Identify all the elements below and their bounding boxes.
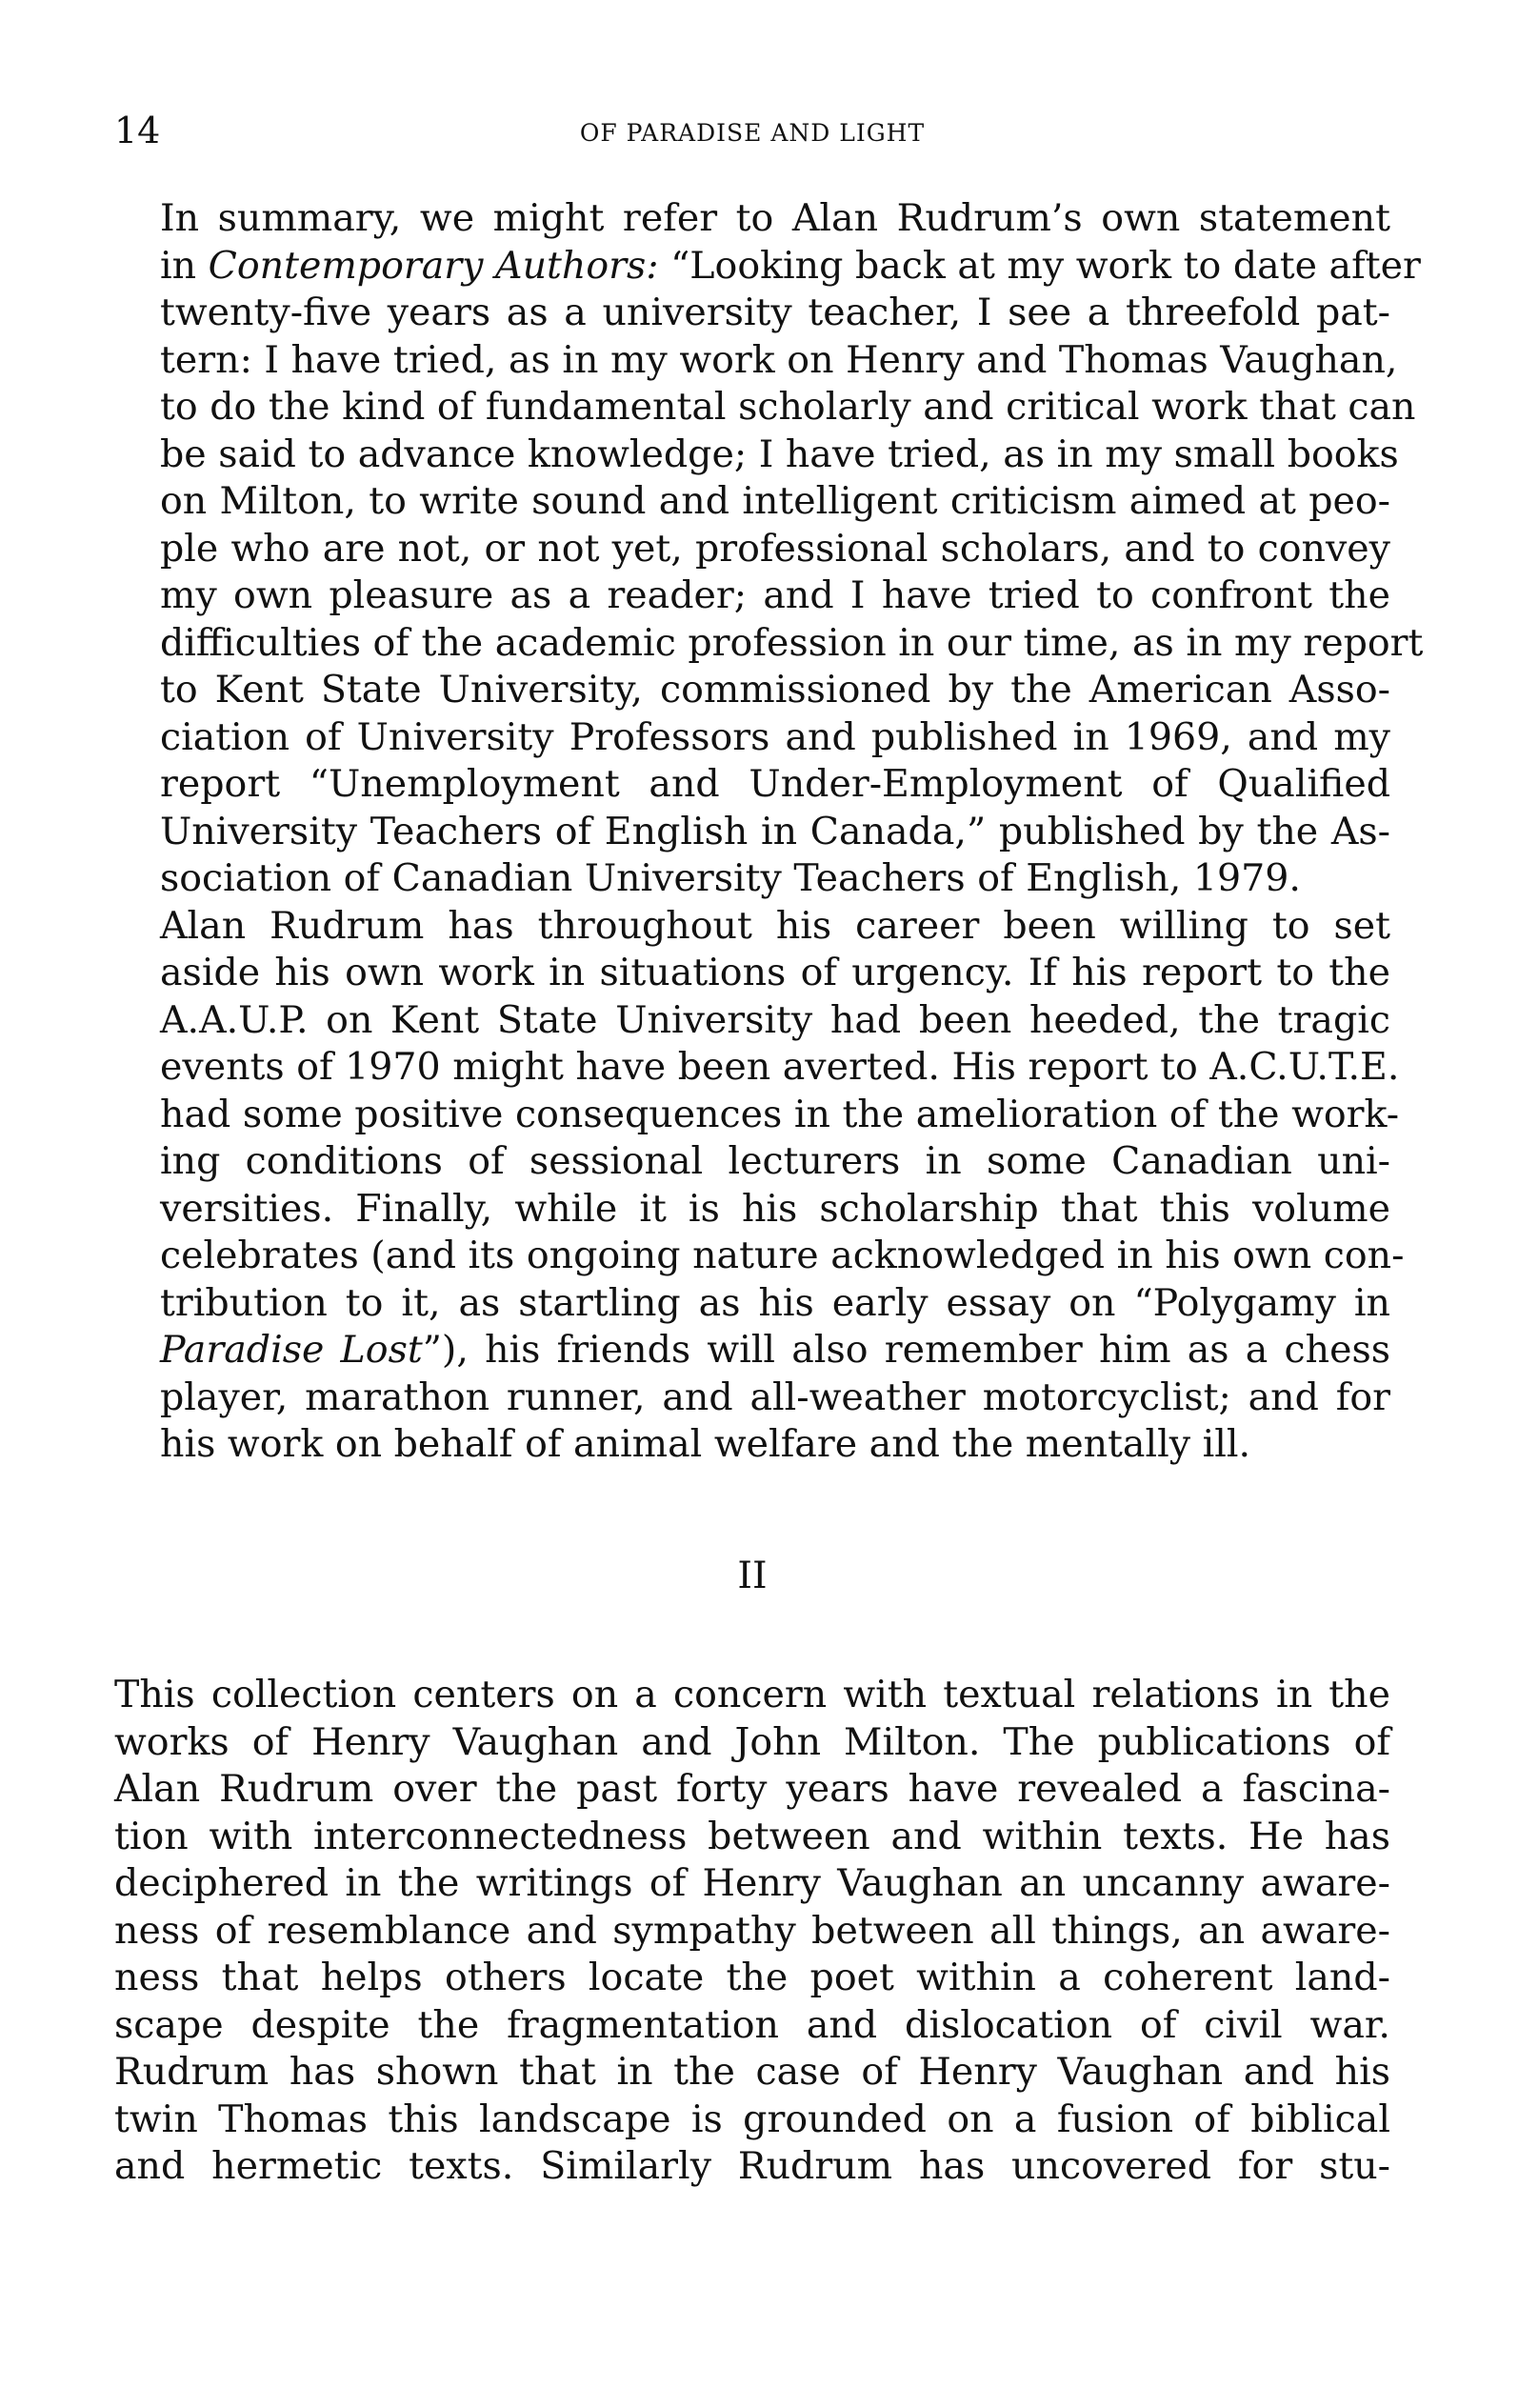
paragraph-career	[114, 903, 1405, 1469]
section-heading: II	[737, 1553, 768, 1597]
running-title: OF PARADISE AND LIGHT	[579, 119, 926, 147]
text-line	[114, 243, 1421, 291]
text-line: works of Henry Vaughan and John Milton. The publications of	[114, 1719, 1390, 1764]
text-line: difficulties of the academic profession in our time, as in my report	[160, 620, 1424, 665]
text-line: Alan Rudrum has throughout his career been willing to set	[160, 903, 1390, 948]
text-line: A.A.U.P. on Kent State University had been heeded, the tragic	[160, 997, 1390, 1042]
text-line: had some positive consequences in the amelioration of the work-	[160, 1092, 1400, 1136]
text-line: tion with interconnectedness between and within texts. He has	[114, 1814, 1390, 1858]
text-line: be said to advance knowledge; I have tried, as in my small books	[160, 431, 1399, 476]
text-line: deciphered in the writings of Henry Vaughan an uncanny aware-	[114, 1861, 1390, 1905]
text-line: twin Thomas this landscape is grounded on a fusion of biblical	[114, 2097, 1390, 2141]
text-line: University Teachers of English in Canada,” published by the As-	[160, 809, 1390, 853]
text-line: tern: I have tried, as in my work on Henry and Thomas Vaughan,	[160, 337, 1398, 382]
text-line: my own pleasure as a reader; and I have tried to confront the	[160, 573, 1390, 617]
text-line	[114, 1327, 1390, 1375]
text-line: ness that helps others locate the poet within a coherent land-	[114, 1956, 1390, 1999]
text-line: to Kent State University, commissioned by the American Asso-	[160, 668, 1390, 712]
text-line: events of 1970 might have been averted. His report to A.C.U.T.E.	[160, 1045, 1400, 1089]
text-span: “Looking back at my work to date after	[658, 243, 1421, 288]
text-line: celebrates (and its ongoing nature acknowledged in his own con-	[160, 1234, 1405, 1277]
body-text	[114, 195, 1424, 2191]
text-line: Rudrum has shown that in the case of Henry Vaughan and his	[114, 2050, 1390, 2094]
text-line: ness of resemblance and sympathy between all things, an aware-	[114, 1908, 1390, 1953]
text-line: ing conditions of sessional lecturers in some Canadian uni-	[160, 1139, 1390, 1183]
text-line: report “Unemployment and Under-Employment of Qualified	[160, 762, 1390, 806]
text-span: in	[160, 243, 209, 288]
text-line: on Milton, to write sound and intelligent criticism aimed at peo-	[160, 479, 1390, 523]
book-title: Contemporary Authors:	[208, 243, 659, 288]
text-line: aside his own work in situations of urgency. If his report to the	[160, 951, 1390, 994]
text-line: player, marathon runner, and all-weather motorcyclist; and for	[160, 1375, 1390, 1419]
book-title: Paradise Lost	[160, 1328, 423, 1372]
text-line: his work on behalf of animal welfare and the mentally ill.	[160, 1422, 1251, 1466]
text-line: tribution to it, as startling as his early essay on “Polygamy in	[160, 1280, 1390, 1325]
text-line: ple who are not, or not yet, professional scholars, and to convey	[160, 526, 1390, 571]
running-head	[114, 107, 1390, 164]
text-line: scape despite the fragmentation and dislocation of civil war.	[114, 2002, 1390, 2047]
paragraph-collection	[114, 1672, 1390, 2191]
page-number: 14	[114, 110, 161, 151]
text-line: In summary, we might refer to Alan Rudrum’s own statement	[160, 196, 1390, 240]
text-line: This collection centers on a concern with textual relations in the	[114, 1673, 1390, 1716]
text-span: ”), his friends will also remember him as a chess	[422, 1328, 1390, 1372]
text-line: ciation of University Professors and published in 1969, and my	[160, 714, 1390, 759]
text-line: Alan Rudrum over the past forty years have revealed a fascina-	[114, 1767, 1390, 1811]
paragraph-summary	[114, 195, 1424, 903]
text-line: versities. Finally, while it is his scholarship that this volume	[160, 1186, 1390, 1231]
text-line: sociation of Canadian University Teachers of English, 1979.	[160, 856, 1301, 900]
text-line: twenty-five years as a university teacher, I see a threefold pat-	[160, 291, 1390, 334]
text-line: to do the kind of fundamental scholarly and critical work that can	[160, 385, 1416, 429]
text-line: and hermetic texts. Similarly Rudrum has uncovered for stu-	[114, 2144, 1390, 2188]
